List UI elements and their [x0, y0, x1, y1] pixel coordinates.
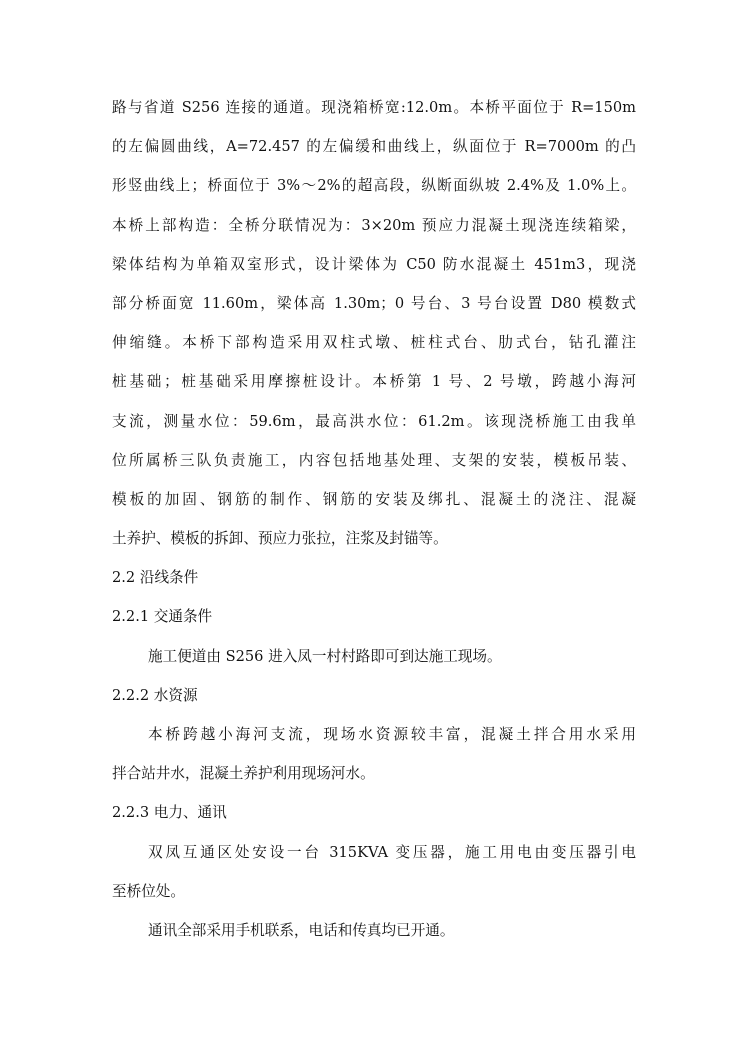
text-line: 双凤互通区处安设一台 315KVA 变压器，施工用电由变压器引电: [148, 843, 636, 861]
text-line: 桩基础；桩基础采用摩擦桩设计。本桥第 1 号、2 号墩，跨越小海河: [112, 373, 636, 391]
text-line: 2.2.1 交通条件: [112, 608, 213, 626]
text-line: 支流，测量水位：59.6m，最高洪水位：61.2m。该现浇桥施工由我单: [112, 412, 636, 430]
text-line: 2.2 沿线条件: [112, 569, 199, 587]
text-line: 模板的加固、钢筋的制作、钢筋的安装及绑扎、混凝土的浇注、混凝: [112, 490, 636, 508]
text-line: 伸缩缝。本桥下部构造采用双柱式墩、桩柱式台、肋式台，钻孔灌注: [112, 334, 636, 352]
text-line: 形竖曲线上；桥面位于 3%～2%的超高段，纵断面纵坡 2.4%及 1.0%上。: [112, 177, 636, 195]
text-line: 至桥位处。: [112, 882, 185, 900]
text-line: 本桥跨越小海河支流，现场水资源较丰富，混凝土拌合用水采用: [148, 726, 636, 743]
text-line: 通讯全部采用手机联系，电话和传真均已开通。: [148, 921, 455, 939]
text-line: 位所属桥三队负责施工，内容包括地基处理、支架的安装，模板吊装、: [112, 451, 636, 469]
text-line: 施工便道由 S256 进入凤一村村路即可到达施工现场。: [148, 647, 502, 665]
text-line: 拌合站井水，混凝土养护利用现场河水。: [112, 765, 375, 783]
text-line: 2.2.3 电力、通讯: [112, 804, 227, 822]
text-line: 部分桥面宽 11.60m，梁体高 1.30m；0 号台、3 号台设置 D80 模数式: [112, 294, 636, 312]
text-line: 土养护、模板的拆卸、预应力张拉，注浆及封锚等。: [112, 530, 448, 548]
text-line: 本桥上部构造：全桥分联情况为：3×20m 预应力混凝土现浇连续箱梁，: [112, 216, 636, 234]
text-line: 的左偏圆曲线，A=72.457 的左偏缓和曲线上，纵面位于 R=7000m 的凸: [112, 138, 636, 156]
text-line: 路与省道 S256 连接的通道。现浇箱桥宽:12.0m。本桥平面位于 R=150m: [112, 99, 636, 116]
document-body: [112, 88, 636, 950]
text-line: 2.2.2 水资源: [112, 686, 198, 704]
text-line: 梁体结构为单箱双室形式，设计梁体为 C50 防水混凝土 451m3，现浇: [112, 255, 636, 273]
